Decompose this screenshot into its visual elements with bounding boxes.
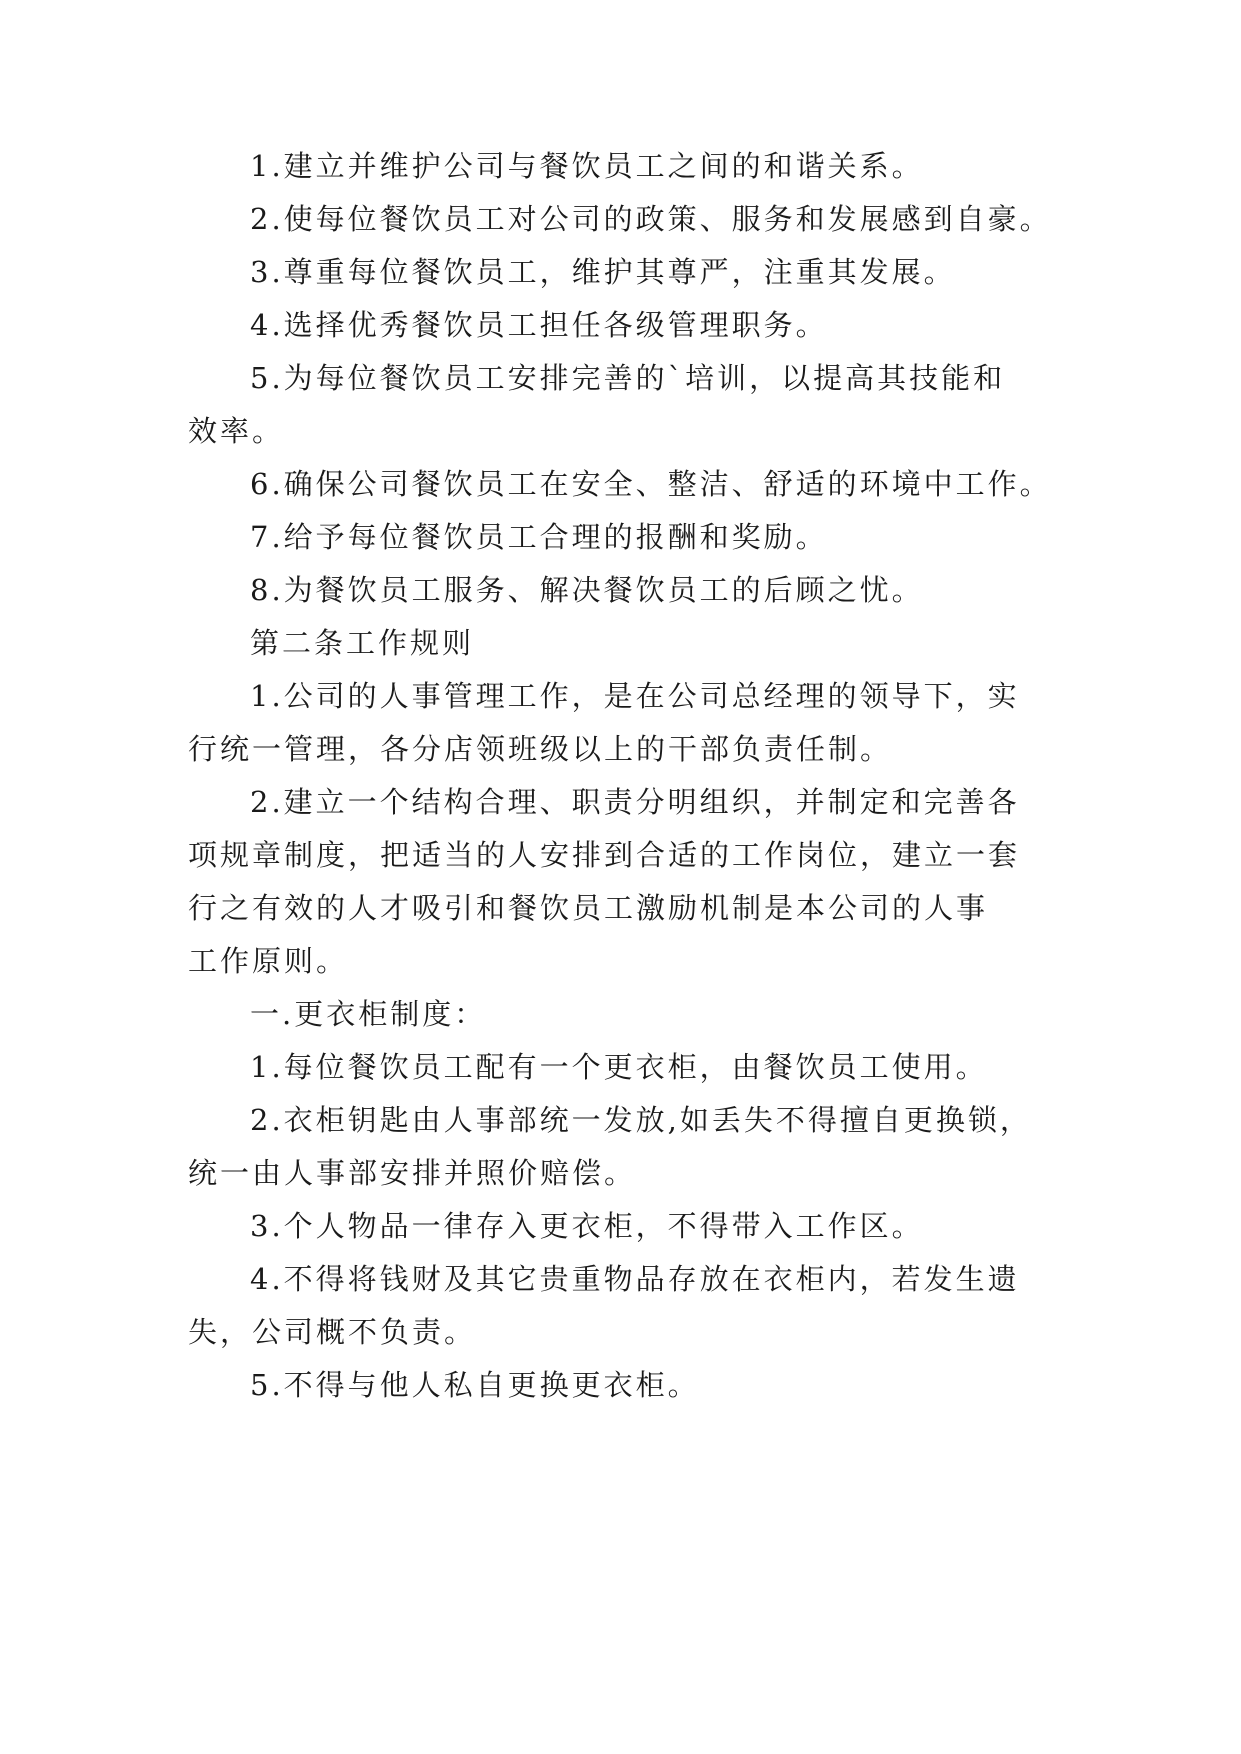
text-line: 2.衣柜钥匙由人事部统一发放,如丢失不得擅自更换锁，	[250, 1103, 1032, 1137]
text-line: 失，公司概不负责。	[188, 1315, 477, 1349]
text-line: 1.建立并维护公司与餐饮员工之间的和谐关系。	[250, 149, 924, 183]
text-line: 4.选择优秀餐饮员工担任各级管理职务。	[250, 308, 828, 342]
text-line: 3.尊重每位餐饮员工，维护其尊严，注重其发展。	[250, 255, 956, 289]
text-line: 6.确保公司餐饮员工在安全、整洁、舒适的环境中工作。	[250, 467, 1052, 501]
text-line: 4.不得将钱财及其它贵重物品存放在衣柜内，若发生遗	[250, 1262, 1020, 1296]
section-heading: 一.更衣柜制度：	[250, 997, 487, 1031]
text-line: 2.使每位餐饮员工对公司的政策、服务和发展感到自豪。	[250, 202, 1052, 236]
text-line: 5.为每位餐饮员工安排完善的`培训，以提高其技能和	[250, 361, 1006, 395]
text-line: 1.公司的人事管理工作，是在公司总经理的领导下，实	[250, 679, 1020, 713]
text-line: 行之有效的人才吸引和餐饮员工激励机制是本公司的人事	[188, 891, 989, 925]
text-line: 行统一管理，各分店领班级以上的干部负责任制。	[188, 732, 893, 766]
text-line: 1.每位餐饮员工配有一个更衣柜，由餐饮员工使用。	[250, 1050, 988, 1084]
text-line: 3.个人物品一律存入更衣柜，不得带入工作区。	[250, 1209, 924, 1243]
text-line: 统一由人事部安排并照价赔偿。	[188, 1156, 637, 1190]
text-line: 8.为餐饮员工服务、解决餐饮员工的后顾之忧。	[250, 573, 924, 607]
text-line: 工作原则。	[188, 944, 349, 978]
text-line: 5.不得与他人私自更换更衣柜。	[250, 1368, 700, 1402]
text-line: 2.建立一个结构合理、职责分明组织，并制定和完善各	[250, 785, 1020, 819]
section-heading: 第二条工作规则	[250, 626, 475, 660]
text-line: 项规章制度，把适当的人安排到合适的工作岗位，建立一套	[188, 838, 1021, 872]
text-line: 效率。	[188, 414, 285, 448]
text-line: 7.给予每位餐饮员工合理的报酬和奖励。	[250, 520, 828, 554]
